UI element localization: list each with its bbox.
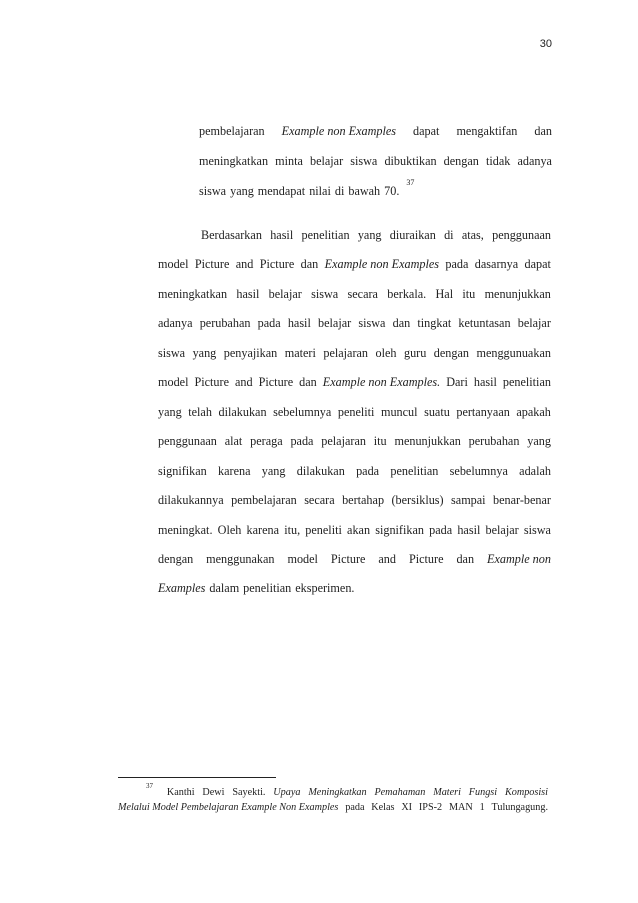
word: eksperimen.: [295, 581, 355, 596]
word: Sayekti.: [232, 787, 266, 798]
paragraph-line: [158, 551, 551, 567]
word: 1: [479, 802, 485, 813]
word: peneliti: [305, 522, 342, 537]
word: Example non Examples.: [322, 375, 441, 390]
paragraph-line: [158, 463, 551, 479]
word: Pemahaman: [374, 787, 426, 798]
word: pada: [356, 463, 380, 478]
word: yang: [192, 345, 217, 360]
word: pembelajaran: [199, 124, 265, 138]
word: siswa: [199, 184, 227, 198]
word: alat: [224, 434, 243, 449]
word: tidak: [485, 154, 511, 168]
footnote-line: [146, 782, 548, 799]
word: siswa: [311, 286, 339, 301]
word: dengan: [433, 345, 469, 360]
word: dapat: [413, 124, 440, 138]
footnote-divider: [118, 777, 276, 778]
word: Oleh: [217, 522, 242, 537]
word: XI: [401, 802, 413, 813]
word: Picture: [194, 257, 230, 272]
word: dan: [299, 375, 317, 390]
word: Hal: [435, 286, 454, 301]
word: atas,: [461, 228, 484, 242]
word: berkala.: [387, 286, 427, 301]
word: penelitian: [301, 228, 350, 242]
word: Dewi: [202, 787, 225, 798]
word: and: [235, 257, 254, 272]
word: penelitian: [390, 463, 439, 478]
quote-line: [199, 153, 552, 169]
word: siswa: [358, 316, 386, 331]
word: dilakukan: [218, 404, 267, 419]
footnote-reference[interactable]: 37: [406, 178, 415, 187]
word: di: [444, 228, 454, 242]
page-number: 30: [539, 38, 552, 50]
word: dan: [392, 316, 411, 331]
word: 70.: [384, 184, 400, 198]
word: yang: [357, 228, 382, 242]
word: Dari: [446, 375, 468, 390]
word: secara: [347, 286, 378, 301]
word: Fungsi: [468, 787, 498, 798]
word: pada: [429, 522, 453, 537]
word: yang: [158, 404, 182, 419]
paragraph-line: [158, 315, 551, 331]
word: benar-benar: [493, 493, 551, 508]
word: yang: [230, 184, 254, 198]
word: bawah: [348, 184, 381, 198]
word: belajar: [517, 316, 551, 331]
word: siswa: [523, 522, 551, 537]
word: Materi: [433, 787, 461, 798]
word: pada: [290, 434, 314, 449]
word: apakah: [516, 404, 551, 419]
word: yang: [261, 463, 286, 478]
word: penelitian: [243, 581, 292, 596]
word: pada: [345, 802, 365, 813]
word: dalam: [209, 581, 240, 596]
word: and: [235, 375, 253, 390]
paragraph-line: [158, 374, 551, 390]
word: dengan: [443, 154, 479, 168]
word: dapat: [524, 257, 551, 272]
word: Example non: [487, 551, 551, 566]
word: peraga: [250, 434, 283, 449]
word: itu: [462, 286, 476, 301]
word: belajar: [268, 286, 302, 301]
word: menggunuakan: [476, 345, 551, 360]
word: hasil: [236, 286, 260, 301]
word: minta: [275, 154, 303, 168]
word: menggunakan: [206, 551, 275, 566]
paragraph-line: [158, 404, 551, 420]
word: guru: [403, 345, 427, 360]
word: pertanyaan: [456, 404, 510, 419]
word: pelajaran: [323, 345, 369, 360]
word: dilakukannya: [158, 493, 224, 508]
paragraph-line: [158, 580, 358, 596]
word: dilakukan: [296, 463, 345, 478]
word: akan: [347, 522, 371, 537]
word: belajar: [310, 154, 344, 168]
word: sebelumnya: [273, 404, 332, 419]
word: Picture: [330, 551, 366, 566]
word: dibuktikan: [384, 154, 437, 168]
word: telah: [188, 404, 212, 419]
word: siswa: [350, 154, 378, 168]
word: secara: [304, 493, 335, 508]
footnote-line: [118, 801, 548, 814]
paragraph-line: [158, 522, 551, 538]
word: Example non Examples: [324, 257, 440, 272]
paragraph-line: [158, 433, 551, 449]
footnote-number: 37: [146, 782, 153, 790]
word: mengaktifan: [456, 124, 518, 138]
word: meningkatkan: [158, 286, 228, 301]
word: MAN: [448, 802, 473, 813]
word: adanya: [517, 154, 552, 168]
word: Meningkatkan: [308, 787, 367, 798]
word: perubahan: [468, 434, 520, 449]
word: Tulungagung.: [491, 802, 548, 813]
word: Kelas: [371, 802, 395, 813]
quote-line: [199, 123, 552, 139]
word: Examples: [158, 581, 206, 596]
word: diuraikan: [389, 228, 436, 242]
word: dan: [534, 124, 552, 138]
word: (bersiklus): [391, 493, 444, 508]
word: and: [378, 551, 396, 566]
paragraph-line: [158, 256, 551, 272]
word: menunjukkan: [484, 286, 551, 301]
word: model: [158, 375, 189, 390]
word: siswa: [158, 345, 186, 360]
word: penggunaan: [158, 434, 217, 449]
word: dasarnya: [474, 257, 519, 272]
word: peneliti: [337, 404, 375, 419]
paragraph-line: [158, 492, 551, 508]
word: itu,: [284, 522, 301, 537]
word: di: [334, 184, 345, 198]
word: pada: [445, 257, 469, 272]
word: oleh: [375, 345, 397, 360]
word: sebelumnya: [449, 463, 508, 478]
word: mendapat: [257, 184, 306, 198]
word: Komposisi: [504, 787, 548, 798]
word: signifikan: [158, 463, 207, 478]
paragraph-line: [201, 227, 551, 243]
word: pelajaran: [321, 434, 366, 449]
word: Picture: [408, 551, 444, 566]
word: karena: [218, 463, 251, 478]
word: model: [158, 257, 189, 272]
word: IPS-2: [418, 802, 443, 813]
word: Picture: [194, 375, 229, 390]
word: model: [287, 551, 318, 566]
word: pembelajaran: [231, 493, 297, 508]
word: belajar: [318, 316, 352, 331]
word: Berdasarkan: [201, 228, 262, 242]
quote-line: [199, 178, 415, 199]
word: pada: [257, 316, 281, 331]
word: adanya: [158, 316, 193, 331]
word: karena: [246, 522, 280, 537]
paragraph-line: [158, 286, 551, 302]
word: perubahan: [199, 316, 251, 331]
word: hasil: [457, 522, 481, 537]
word: nilai: [309, 184, 331, 198]
word: meningkat.: [158, 522, 213, 537]
word: bertahap: [342, 493, 385, 508]
word: sampai: [451, 493, 486, 508]
word: Kanthi: [166, 787, 195, 798]
word: hasil: [287, 316, 311, 331]
word: dan: [300, 257, 319, 272]
paragraph-line: [158, 345, 551, 361]
word: hasil: [270, 228, 294, 242]
word: Picture: [258, 375, 294, 390]
word: meningkatkan: [199, 154, 269, 168]
word: dan: [456, 551, 475, 566]
word: Melalui Model Pembelajaran Example Non Examples: [118, 802, 339, 813]
word: hasil: [473, 375, 497, 390]
word: suatu: [424, 404, 450, 419]
word: penelitian: [502, 375, 551, 390]
word: tingkat: [417, 316, 452, 331]
word: materi: [284, 345, 316, 360]
word: penyajikan: [223, 345, 278, 360]
word: yang: [527, 434, 551, 449]
word: penggunaan: [492, 228, 551, 242]
word: Upaya: [273, 787, 301, 798]
word: muncul: [380, 404, 418, 419]
word: menunjukkan: [394, 434, 461, 449]
word: Picture: [259, 257, 295, 272]
word: itu: [373, 434, 387, 449]
word: ketuntasan: [458, 316, 511, 331]
word: signifikan: [375, 522, 424, 537]
word: adalah: [519, 463, 551, 478]
word: dengan: [158, 551, 194, 566]
word: belajar: [485, 522, 519, 537]
word: Example non Examples: [281, 124, 397, 138]
